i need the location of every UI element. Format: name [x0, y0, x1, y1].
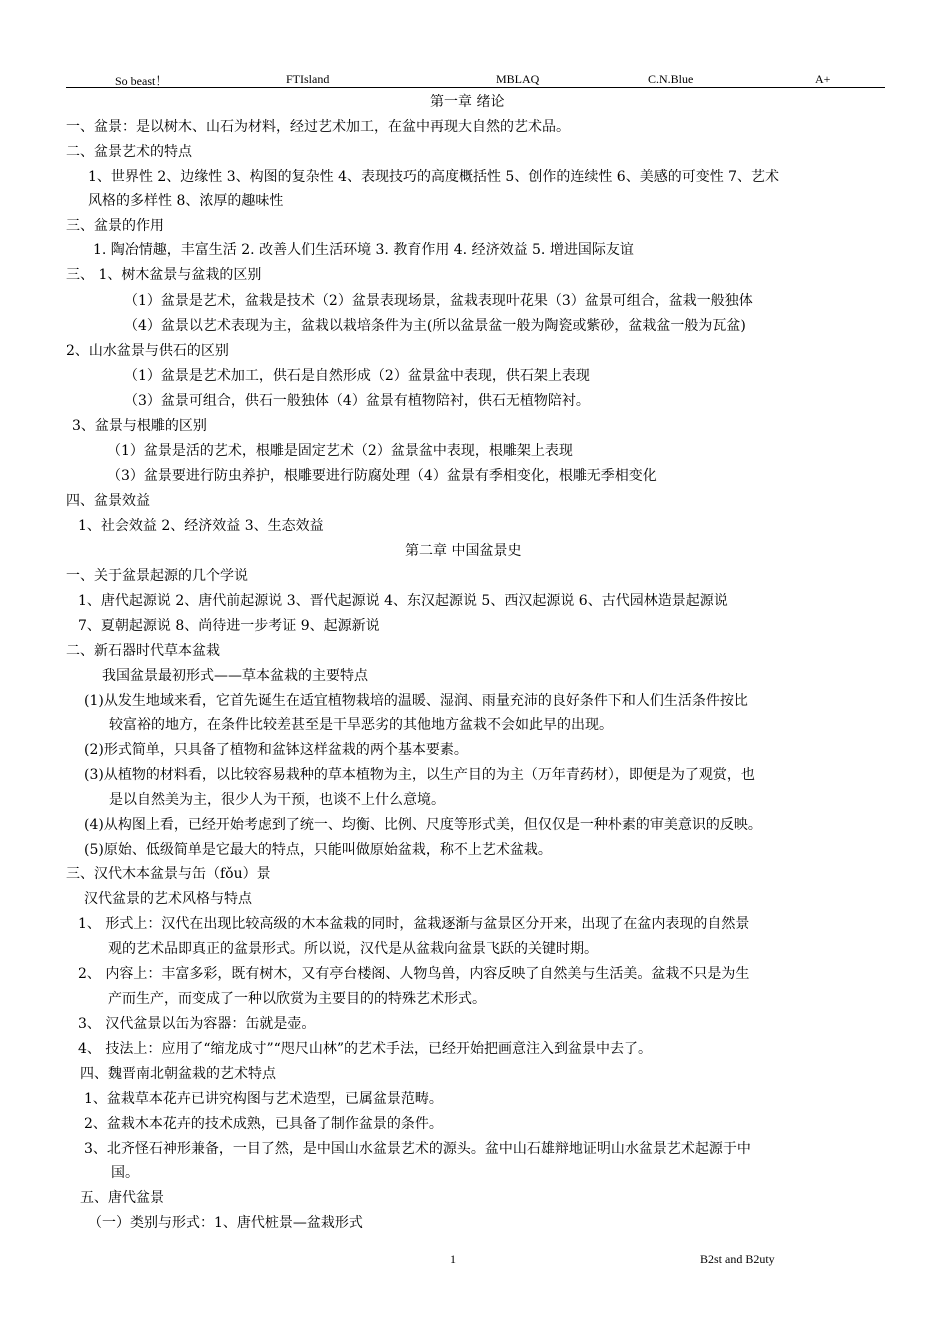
- header-item-1: So beast！: [115, 74, 168, 88]
- header-item-2: FTIsland: [286, 72, 330, 86]
- text-line: 是以自然美为主，很少人为干预，也谈不上什么意境。: [109, 792, 445, 808]
- text-line: 3、 汉代盆景以缶为容器：缶就是壶。: [78, 1016, 316, 1032]
- chapter-1-title: 第一章 绪论: [430, 94, 505, 110]
- text-line: 1. 陶冶情趣，丰富生活 2. 改善人们生活环境 3. 教育作用 4. 经济效益 5. 增进国际友谊: [93, 242, 634, 258]
- text-line: (3)从植物的材料看，以比较容易栽种的草本植物为主，以生产目的为主（万年青药材），即便是为了观赏，也: [84, 767, 755, 783]
- text-line: （4）盆景以艺术表现为主，盆栽以栽培条件为主(所以盆景盆一般为陶瓷或紫砂，盆栽盆一般为瓦盆): [124, 318, 746, 334]
- section-heading: 三、汉代木本盆景与缶（fǒu）景: [66, 866, 271, 882]
- text-line: 1、盆栽草本花卉已讲究构图与艺术造型，已属盆景范畴。: [84, 1091, 443, 1107]
- footer-note: B2st and B2uty: [700, 1252, 775, 1266]
- text-line: 1、世界性 2、边缘性 3、构图的复杂性 4、表现技巧的高度概括性 5、创作的连续性 6、美感的可变性 7、艺术: [88, 169, 780, 185]
- text-line: (5)原始、低级简单是它最大的特点，只能叫做原始盆栽，称不上艺术盆栽。: [84, 842, 552, 858]
- section-heading: 一、关于盆景起源的几个学说: [66, 568, 248, 584]
- section-heading: 2、山水盆景与供石的区别: [66, 343, 229, 359]
- text-line: （1）盆景是活的艺术，根雕是固定艺术（2）盆景盆中表现，根雕架上表现: [107, 443, 573, 459]
- text-line: （一）类别与形式：1、唐代桩景—盆栽形式: [88, 1215, 363, 1231]
- text-line: 2、 内容上：丰富多彩，既有树木，又有亭台楼阁、人物鸟兽，内容反映了自然美与生活美。盆栽不只是为生: [78, 966, 750, 982]
- section-heading: 四、盆景效益: [66, 493, 150, 509]
- text-line: 我国盆景最初形式——草本盆栽的主要特点: [102, 668, 368, 684]
- section-heading: 三、 1、树木盆景与盆栽的区别: [66, 267, 262, 283]
- header-item-4: C.N.Blue: [648, 72, 694, 86]
- text-line: 风格的多样性 8、浓厚的趣味性: [88, 193, 284, 209]
- text-line: 国。: [111, 1165, 139, 1181]
- text-line: 产而生产，而变成了一种以欣赏为主要目的的特殊艺术形式。: [108, 991, 486, 1007]
- text-line: 3、北齐怪石神形兼备，一目了然，是中国山水盆景艺术的源头。盆中山石雄辩地证明山水盆景艺术起源于中: [84, 1141, 751, 1157]
- chapter-2-title: 第二章 中国盆景史: [405, 543, 522, 559]
- header-item-3: MBLAQ: [496, 72, 540, 86]
- text-line: （1）盆景是艺术加工，供石是自然形成（2）盆景盆中表现，供石架上表现: [124, 368, 590, 384]
- text-line: 1、社会效益 2、经济效益 3、生态效益: [78, 518, 324, 534]
- section-heading: 五、唐代盆景: [80, 1190, 164, 1206]
- text-line: 较富裕的地方，在条件比较差甚至是干旱恶劣的其他地方盆栽不会如此早的出现。: [109, 717, 613, 733]
- text-line: 1、 形式上：汉代在出现比较高级的木本盆栽的同时，盆栽逐渐与盆景区分开来，出现了在盆内表现的自然景: [78, 916, 750, 932]
- page-number: 1: [450, 1252, 456, 1266]
- text-line: 一、盆景：是以树木、山石为材料，经过艺术加工，在盆中再现大自然的艺术品。: [66, 119, 570, 135]
- text-line: 4、 技法上：应用了“缩龙成寸”“咫尺山林”的艺术手法，已经开始把画意注入到盆景中去了。: [78, 1041, 652, 1057]
- section-heading: 二、盆景艺术的特点: [66, 144, 192, 160]
- text-line: 7、夏朝起源说 8、尚待进一步考证 9、起源新说: [78, 618, 380, 634]
- header-item-5: A+: [815, 72, 831, 86]
- text-line: （3）盆景要进行防虫养护，根雕要进行防腐处理（4）盆景有季相变化，根雕无季相变化: [107, 468, 657, 484]
- text-line: 2、盆栽木本花卉的技术成熟，已具备了制作盆景的条件。: [84, 1116, 443, 1132]
- text-line: (1)从发生地域来看，它首先诞生在适宜植物栽培的温暖、湿润、雨量充沛的良好条件下和人们生活条件按比: [84, 693, 748, 709]
- header-rule: [66, 87, 885, 88]
- text-line: (2)形式简单，只具备了植物和盆钵这样盆栽的两个基本要素。: [84, 742, 468, 758]
- text-line: （1）盆景是艺术，盆栽是技术（2）盆景表现场景，盆栽表现叶花果（3）盆景可组合，盆栽一般独体: [124, 293, 753, 309]
- text-line: （3）盆景可组合，供石一般独体（4）盆景有植物陪衬，供石无植物陪衬。: [124, 393, 590, 409]
- section-heading: 二、新石器时代草本盆栽: [66, 643, 220, 659]
- text-line: 1、唐代起源说 2、唐代前起源说 3、晋代起源说 4、东汉起源说 5、西汉起源说 6、古代园林造景起源说: [78, 593, 728, 609]
- text-line: 观的艺术品即真正的盆景形式。所以说，汉代是从盆栽向盆景飞跃的关键时期。: [108, 941, 598, 957]
- text-line: 汉代盆景的艺术风格与特点: [84, 891, 252, 907]
- section-heading: 3、盆景与根雕的区别: [72, 418, 207, 434]
- section-heading: 三、盆景的作用: [66, 218, 164, 234]
- section-heading: 四、魏晋南北朝盆栽的艺术特点: [80, 1066, 276, 1082]
- text-line: (4)从构图上看，已经开始考虑到了统一、均衡、比例、尺度等形式美，但仅仅是一种朴素的审美意识的反映。: [84, 817, 762, 833]
